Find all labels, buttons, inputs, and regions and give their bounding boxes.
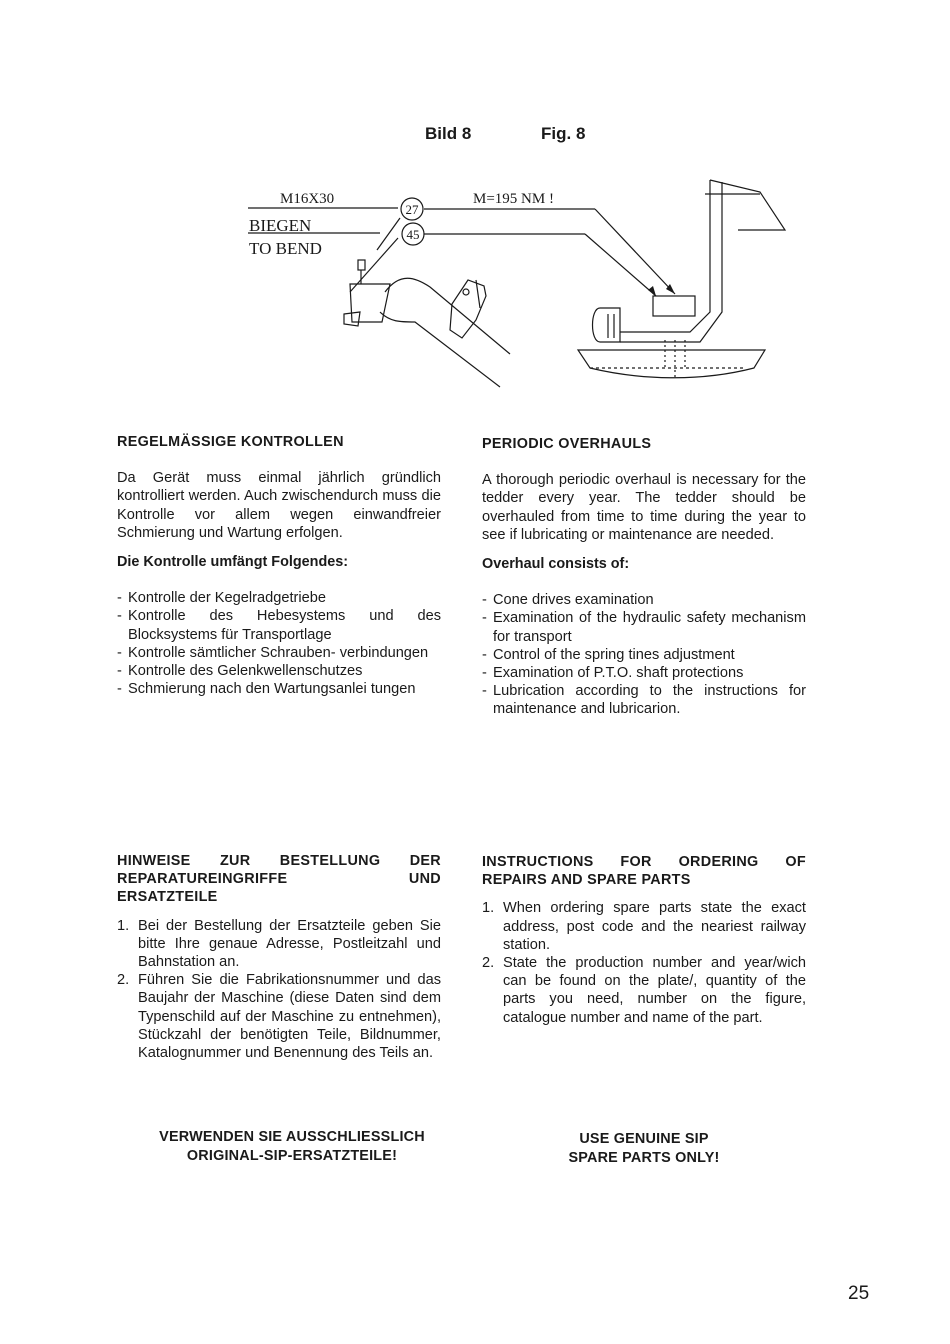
list-number: 1.	[482, 900, 495, 917]
list-item: - Lubrication according to the instructions for maintenance and lubricarion.	[482, 682, 806, 718]
checklist	[117, 589, 441, 698]
label-bend-en: TO BEND	[249, 239, 322, 258]
section-heading: PERIODIC OVERHAULS	[482, 436, 652, 452]
list-item: - Cone drives examination	[482, 591, 806, 609]
pipe-top-fitting	[710, 180, 785, 230]
section-heading-line: INSTRUCTIONS FOR ORDERING OF	[482, 854, 806, 870]
list-item: - Kontrolle sämtlicher Schrauben- verbindungen	[117, 644, 441, 662]
clamp-block	[653, 296, 695, 316]
section-subheading: Overhaul consists of:	[482, 556, 630, 573]
list-item: - Kontrolle des Hebesystems und des Blocksystems für Transportlage	[117, 607, 441, 643]
section-heading-line: REPARATUREINGRIFFE UND	[117, 871, 441, 888]
list-text: When ordering spare parts state the exact address, post code and the neariest railway station.	[503, 900, 806, 953]
label-bolt: M16X30	[280, 191, 335, 207]
list-item	[482, 899, 806, 954]
technical-drawing	[240, 172, 790, 394]
closing-line: SPARE PARTS ONLY!	[568, 1149, 720, 1166]
list-item	[482, 954, 806, 1027]
section-intro: A thorough periodic overhaul is necessary for the tedder every year. The tedder should be overhauled from time to time during the year to see if lubricating or maintenance are needed.	[482, 472, 806, 543]
leader-line-callout-a	[377, 218, 400, 250]
cylinder-end	[593, 308, 621, 342]
checklist	[482, 591, 806, 718]
section-heading-line: REPAIRS AND SPARE PARTS	[482, 872, 691, 889]
closing-line: USE GENUINE SIP	[579, 1131, 709, 1147]
list-number: 2.	[482, 955, 495, 972]
ordering-list	[117, 917, 441, 1063]
list-number: 2.	[117, 972, 130, 989]
callout-number-1: 27	[405, 202, 419, 217]
label-torque: M=195 NM !	[473, 191, 554, 207]
bolt-head-icon	[358, 260, 365, 270]
section-heading: REGELMÄSSIGE KONTROLLEN	[117, 434, 344, 450]
list-item: - Examination of the hydraulic safety mechanism for transport	[482, 609, 806, 645]
section-regelmaessige-kontrollen	[117, 433, 441, 698]
pipe-outer	[620, 180, 710, 332]
closing-note-de	[117, 1128, 467, 1165]
list-item	[117, 917, 441, 972]
section-subheading: Die Kontrolle umfängt Folgendes:	[117, 554, 349, 571]
arrowhead-torque-2	[648, 286, 656, 296]
list-item: - Control of the spring tines adjustment	[482, 646, 806, 664]
closing-line: VERWENDEN SIE AUSSCHLIESSLICH	[159, 1129, 425, 1145]
label-bend-de: BIEGEN	[249, 216, 312, 235]
tube-lower-edge	[380, 312, 500, 387]
section-periodic-overhauls	[482, 435, 806, 719]
callout-number-2: 45	[406, 227, 420, 242]
leader-line-torque-arrow-2	[585, 234, 656, 296]
section-intro: Da Gerät muss einmal jährlich gründlich kontrolliert werden. Auch zwischendurch muss die Kontrolle vor allem wegen einwandfreier Schmierung und Wartung erfolgen.	[117, 470, 441, 541]
list-item: - Examination of P.T.O. shaft protections	[482, 664, 806, 682]
list-item	[117, 971, 441, 1062]
base-plate	[578, 350, 765, 378]
section-heading-line: ERSATZTEILE	[117, 889, 218, 906]
closing-note-en	[482, 1130, 806, 1167]
list-item: - Schmierung nach den Wartungsanlei tungen	[117, 680, 441, 698]
clamp-bracket	[350, 284, 390, 322]
bracket-hole-icon	[463, 289, 469, 295]
section-heading-line: HINWEISE ZUR BESTELLUNG DER	[117, 853, 441, 869]
section-bestellung	[117, 852, 441, 1062]
leader-line-torque-arrow-1	[595, 209, 675, 294]
list-item: - Kontrolle des Gelenkwellenschutzes	[117, 662, 441, 680]
section-ordering	[482, 853, 806, 1027]
list-text: Bei der Bestellung der Ersatzteile geben Sie bitte Ihre genaue Adresse, Postleitzahl und Bahnstation an.	[138, 917, 441, 971]
list-text: Führen Sie die Fabrikationsnummer und das Baujahr der Maschine (diese Daten sind dem Typenschild auf der Maschine zu entnehmen), Stückzahl der benötigten Teile, Bildnummer, Katalognummer und Benennung des Teils an.	[138, 972, 441, 1062]
tube-upper-edge	[385, 278, 510, 354]
page-number: 25	[848, 1283, 870, 1304]
pipe-inner	[620, 182, 722, 342]
ordering-list	[482, 899, 806, 1026]
list-text: State the production number and year/wich can be found on the plate/, quantity of the parts you need, number on the figure, catalogue number and name of the part.	[503, 955, 806, 1026]
list-number: 1.	[117, 917, 130, 934]
list-item: - Kontrolle der Kegelradgetriebe	[117, 589, 441, 607]
closing-line: ORIGINAL-SIP-ERSATZTEILE!	[186, 1147, 398, 1164]
figure-caption-en: Fig. 8	[541, 124, 586, 143]
figure-caption-de: Bild 8	[425, 124, 472, 143]
